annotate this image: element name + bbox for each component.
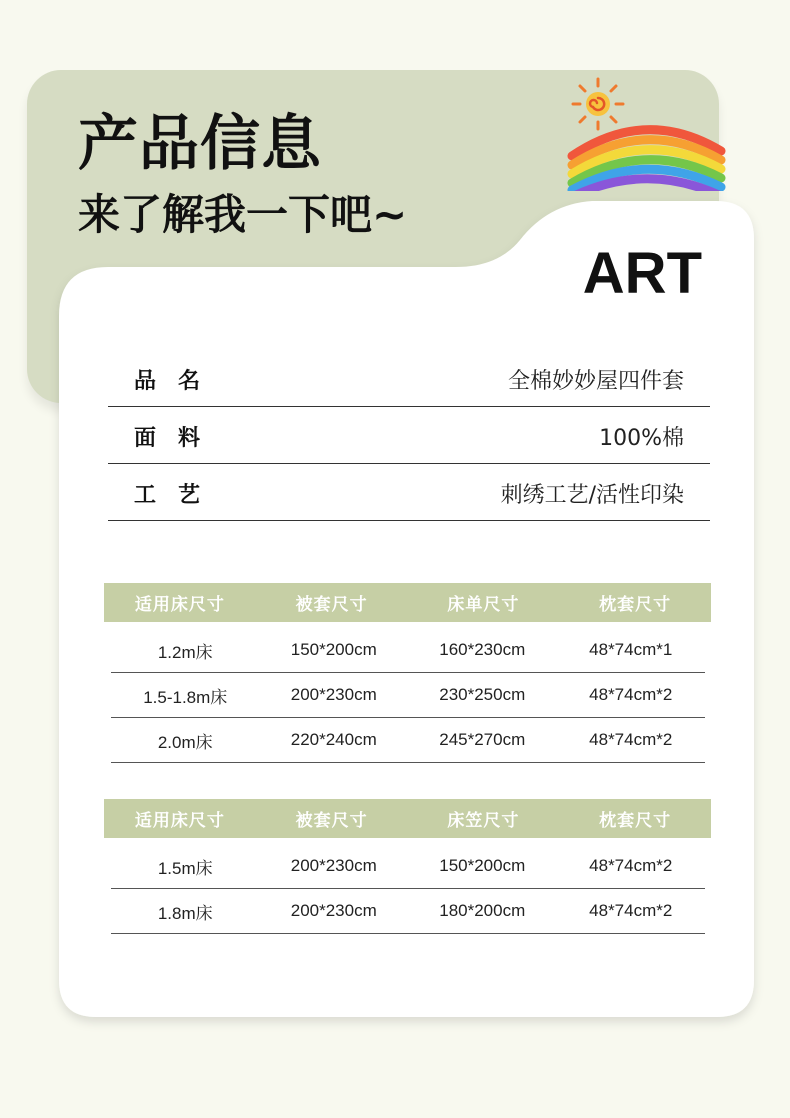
table-cell: 1.5-1.8m床: [143, 687, 228, 707]
table-cell: 48*74cm*1: [589, 640, 673, 659]
table-cell: 220*240cm: [290, 730, 377, 749]
table-cell: 180*200cm: [439, 901, 526, 920]
table-cell: 48*74cm*2: [589, 901, 673, 920]
size-table-sheet: [104, 583, 711, 763]
page-subtitle: 来了解我一下吧~: [78, 190, 408, 239]
table-cell: 200*230cm: [290, 856, 377, 875]
column-header: 床笠尺寸: [447, 811, 520, 831]
info-label: 面料: [134, 425, 223, 451]
column-header: 适用床尺寸: [134, 811, 225, 831]
column-header: 适用床尺寸: [134, 595, 225, 615]
table-cell: 48*74cm*2: [589, 856, 673, 875]
column-header: 被套尺寸: [295, 595, 368, 615]
info-row-name: [108, 352, 710, 407]
table-row: [111, 673, 705, 718]
table-row: [111, 718, 705, 763]
column-header: 床单尺寸: [447, 595, 520, 615]
column-header: 枕套尺寸: [599, 811, 672, 831]
table-body: [111, 622, 705, 763]
table-cell: 1.5m床: [157, 858, 213, 878]
table-header: [104, 583, 711, 622]
table-header: [104, 799, 711, 838]
info-value: 100%棉: [599, 425, 684, 451]
product-info-list: [108, 352, 710, 521]
table-cell: 48*74cm*2: [589, 685, 673, 704]
table-cell: 200*230cm: [290, 685, 377, 704]
table-cell: 48*74cm*2: [589, 730, 673, 749]
table-cell: 1.2m床: [157, 642, 213, 662]
info-value: 刺绣工艺/活性印染: [500, 482, 684, 508]
table-row: [111, 889, 705, 934]
brand-logo: ART: [582, 241, 702, 306]
page-title: 产品信息: [78, 109, 322, 179]
table-row: [111, 838, 705, 889]
rainbow-decoration: [566, 76, 726, 191]
info-row-fabric: [108, 409, 710, 464]
column-header: 被套尺寸: [295, 811, 368, 831]
table-cell: 245*270cm: [439, 730, 526, 749]
column-header: 枕套尺寸: [599, 595, 672, 615]
table-cell: 150*200cm: [290, 640, 377, 659]
info-value: 全棉妙妙屋四件套: [507, 368, 684, 394]
table-cell: 200*230cm: [290, 901, 377, 920]
table-cell: 1.8m床: [157, 903, 213, 923]
info-label: 工艺: [134, 482, 223, 508]
size-table-fitted: [104, 799, 711, 934]
table-cell: 150*200cm: [439, 856, 526, 875]
table-body: [111, 838, 705, 934]
table-cell: 2.0m床: [157, 732, 213, 752]
table-cell: 230*250cm: [439, 685, 526, 704]
table-row: [111, 622, 705, 673]
sun-icon: [573, 79, 623, 129]
info-label: 品名: [134, 368, 223, 394]
info-row-craft: [108, 466, 710, 521]
table-cell: 160*230cm: [439, 640, 526, 659]
